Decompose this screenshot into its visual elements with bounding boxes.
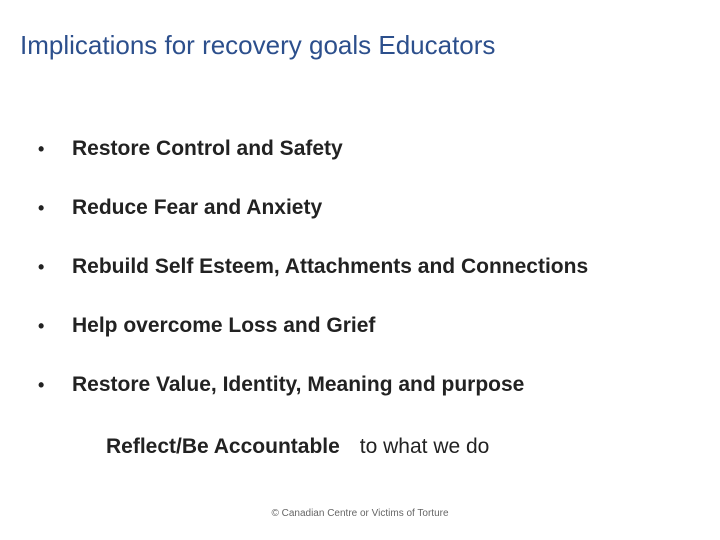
bullet-list: [38, 134, 588, 429]
bullet-item: [38, 252, 588, 311]
bullet-item: [38, 134, 588, 193]
bullet-item: [38, 370, 588, 429]
slide-title: Implications for recovery goals Educators: [20, 30, 496, 60]
bullet-text: Reduce Fear and Anxiety: [72, 196, 323, 219]
bullet-item: [38, 311, 588, 370]
copyright-footer: © Canadian Centre or Victims of Torture: [271, 508, 449, 519]
bullet-icon: •: [38, 375, 45, 395]
bullet-icon: •: [38, 139, 45, 159]
accountable-bold-text: Reflect/Be Accountable: [106, 435, 340, 458]
bullet-icon: •: [38, 257, 45, 277]
accountable-rest-text: to what we do: [359, 435, 490, 458]
bullet-item: [38, 193, 588, 252]
bullet-text: Help overcome Loss and Grief: [72, 314, 376, 337]
bullet-text: Restore Value, Identity, Meaning and purpose: [72, 373, 525, 396]
bullet-text: Rebuild Self Esteem, Attachments and Connections: [72, 255, 589, 278]
bullet-icon: •: [38, 198, 45, 218]
bullet-text: Restore Control and Safety: [72, 137, 343, 160]
accountable-statement: [106, 435, 489, 459]
bullet-icon: •: [38, 316, 45, 336]
